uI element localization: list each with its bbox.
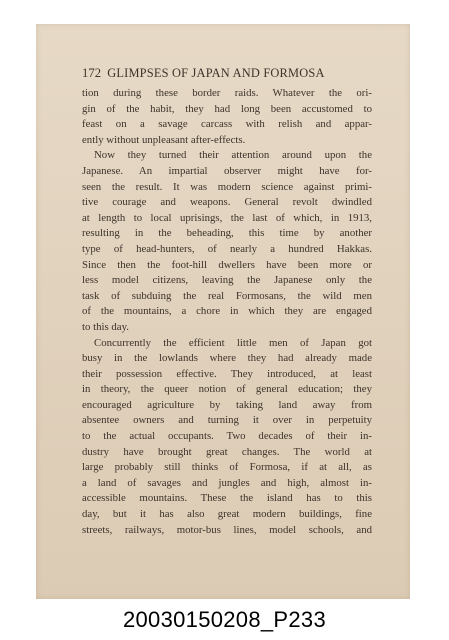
- text-line: resulting in the beheading, this time by another: [82, 227, 372, 240]
- text-line: streets, railways, motor-bus lines, model schools, and: [82, 523, 372, 536]
- running-head: [82, 66, 372, 84]
- text-line: their possession effective. They introduced, at least: [82, 367, 372, 380]
- text-line: to the actual occupants. Two decades of their in-: [82, 430, 372, 443]
- paragraph-first-line: Concurrently the efficient little men of Japan got: [94, 336, 372, 349]
- text-line: type of head-hunters, of nearly a hundred Hakkas.: [82, 242, 372, 255]
- text-line: Since then the foot-hill dwellers have been more or: [82, 258, 372, 271]
- text-line: busy in the lowlands where they had already made: [82, 352, 372, 365]
- text-line: Japanese. An impartial observer might have for-: [82, 164, 372, 177]
- text-line: day, but it has also great modern buildings, fine: [82, 508, 372, 521]
- text-line: in theory, the queer notion of general education; they: [82, 383, 372, 396]
- text-line: of the mountains, a chore in which they are engaged: [82, 305, 372, 318]
- body-text: [82, 86, 372, 538]
- book-title-header: GLIMPSES OF JAPAN AND FORMOSA: [107, 66, 325, 80]
- text-line: ently without unpleasant after-effects.: [82, 133, 246, 146]
- text-line: large probably still thinks of Formosa, if at all, as: [82, 461, 372, 474]
- text-line: encouraged agriculture by taking land away from: [82, 398, 372, 411]
- text-line: at length to local uprisings, the last of which, in 1913,: [82, 211, 372, 224]
- image-id-caption: 20030150208_P233: [122, 607, 326, 632]
- text-line: tive courage and weapons. General revolt dwindled: [82, 196, 372, 209]
- text-line: accessible mountains. These the island has to this: [82, 492, 372, 505]
- paragraph-first-line: Now they turned their attention around upon the: [94, 149, 372, 162]
- text-line: task of subduing the real Formosans, the wild men: [82, 289, 372, 302]
- text-line: seen the result. It was modern science against primi-: [82, 180, 372, 193]
- page-number: 172: [82, 66, 102, 80]
- text-line: gin of the habit, they had long been accustomed to: [82, 102, 372, 115]
- text-line: absentee owners and turning it over in perpetuity: [82, 414, 372, 427]
- text-line: a land of savages and jungles and high, almost in-: [82, 476, 372, 489]
- text-line: tion during these border raids. Whatever the ori-: [82, 87, 372, 99]
- text-line: feast on a savage carcass with relish and appar-: [82, 118, 372, 131]
- text-line: dustry have brought great changes. The world at: [82, 445, 372, 458]
- text-line: less model citizens, leaving the Japanese only the: [82, 274, 372, 287]
- text-line: to this day.: [82, 320, 129, 333]
